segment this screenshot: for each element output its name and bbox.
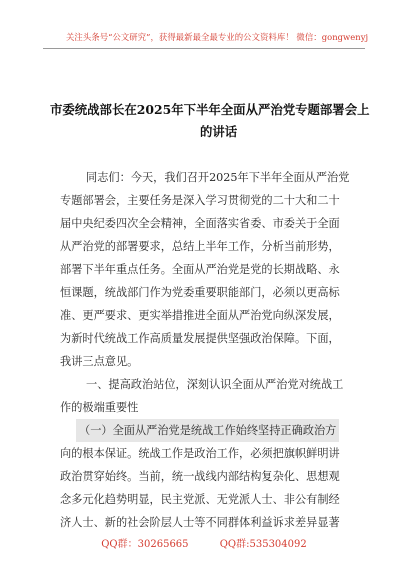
header-notice: 关注头条号“公文研究”，获得最新最全最专业的公文资料库！ 微信：gongwenyj: [66, 32, 369, 42]
body-line: 我讲三点意见。: [60, 355, 139, 368]
header-divider: [43, 48, 365, 49]
body-line: 准、更严要求、更实举措推进全面从严治党向纵深发展，: [60, 309, 340, 322]
document-title-line-1: 市委统战部长在2025年下半年全面从严治党专题部署会上: [50, 102, 370, 117]
footer-qq-group-2: QQ群:535304092: [219, 539, 307, 550]
footer-qq-group-1: QQ群：30265665: [101, 539, 189, 550]
subsection-heading: （一）全面从严治党是统战工作始终坚持正确政治方: [76, 419, 339, 442]
body-line: 恒课题，统战部门作为党委重要职能部门，必须以更高标: [60, 286, 340, 299]
document-title-line-2: 的讲话: [200, 124, 238, 139]
body-line: 向的根本保证。统战工作是政治工作，必须把旗帜鲜明讲: [60, 447, 340, 460]
body-line: 念多元化趋势明显，民主党派、无党派人士、非公有制经: [60, 493, 340, 506]
body-line: 届中央纪委四次全会精神，全面落实省委、市委关于全面: [60, 217, 340, 230]
body-line: 专题部署会，主要任务是深入学习贯彻党的二十大和二十: [60, 194, 340, 207]
body-line: 为新时代统战工作高质量发展提供坚强政治保障。下面，: [60, 332, 340, 345]
section-heading-line: 一、提高政治站位，深刻认识全面从严治党对统战工: [86, 378, 344, 391]
body-line: 同志们：今天，我们召开2025年下半年全面从严治党: [86, 171, 350, 184]
body-line: 部署下半年重点任务。全面从严治党是党的长期战略、永: [60, 263, 340, 276]
footer-contacts: [0, 535, 408, 550]
document-body: [60, 166, 360, 534]
body-line: 从严治党的部署要求，总结上半年工作，分析当前形势，: [60, 240, 340, 253]
body-line: 济人士、新的社会阶层人士等不同群体利益诉求差异显著: [60, 516, 340, 529]
body-line: 政治贯穿始终。当前，统一战线内部结构复杂化、思想观: [60, 470, 340, 483]
section-heading-line: 作的极端重要性: [60, 401, 139, 414]
